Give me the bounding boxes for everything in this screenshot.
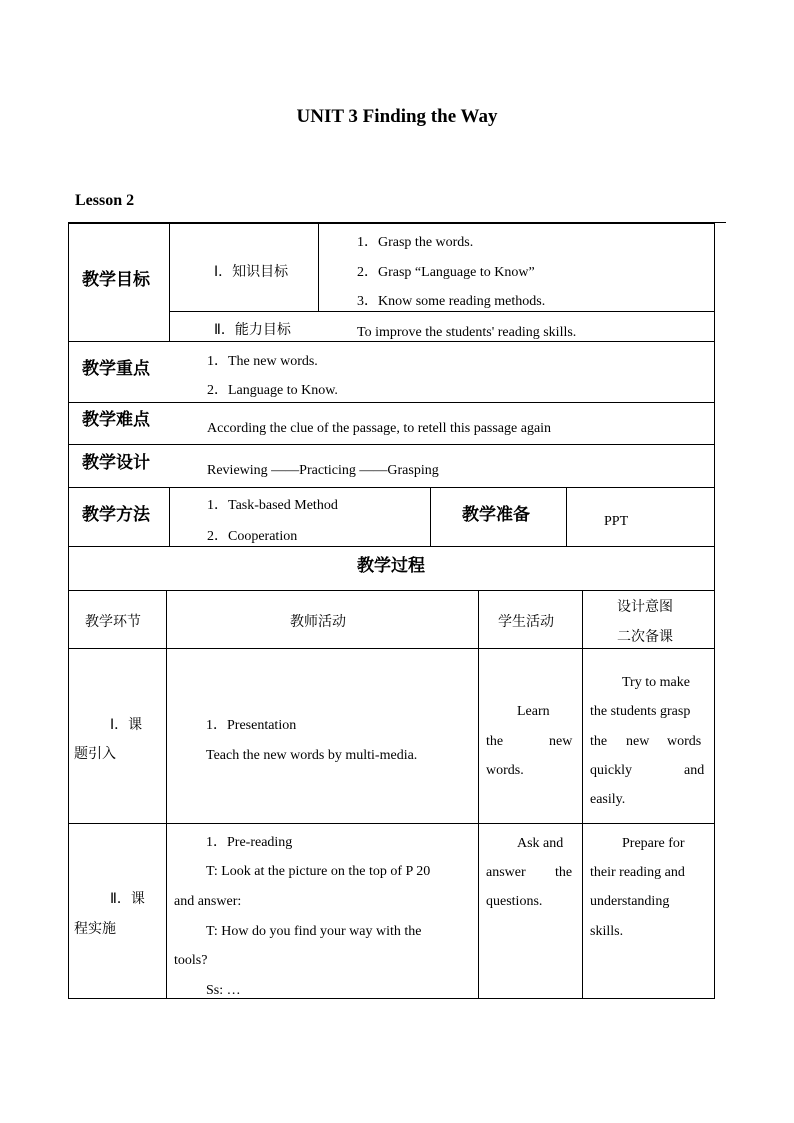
ability-objective-text: To improve the students' reading skills. <box>357 325 577 340</box>
row1-intent-word: the <box>590 734 608 749</box>
knowledge-item: 2．Grasp “Language to Know” <box>357 265 535 280</box>
ability-objective-label: Ⅱ．能力目标 <box>214 322 291 338</box>
objectives-label: 教学目标 <box>82 270 150 290</box>
row1-intent-word: words <box>667 734 702 749</box>
header-stage: 教学环节 <box>85 614 141 630</box>
row1-intent-word: and <box>684 763 705 778</box>
process-title: 教学过程 <box>357 556 425 576</box>
row1-stage-line2: 题引入 <box>74 746 116 762</box>
design-text: Reviewing ——Practicing ——Grasping <box>207 463 439 478</box>
row1-stage-line1: Ⅰ．课 <box>110 717 143 733</box>
knowledge-objective-label: Ⅰ．知识目标 <box>214 264 289 280</box>
row2-student-word: answer <box>486 865 526 880</box>
key-point-item: 2．Language to Know. <box>207 383 338 398</box>
row2-student-word: the <box>555 865 573 880</box>
row2-stage-line1: Ⅱ．课 <box>110 891 145 907</box>
row1-teacher-line: Teach the new words by multi-media. <box>206 748 418 763</box>
methods-label: 教学方法 <box>82 505 150 525</box>
row2-teacher-line: 1．Pre-reading <box>206 835 293 850</box>
row2-teacher-line: tools? <box>174 953 208 968</box>
row2-teacher-line: T: Look at the picture on the top of P 20 <box>206 864 431 879</box>
knowledge-item: 3．Know some reading methods. <box>357 294 546 309</box>
lesson-label: Lesson 2 <box>75 192 135 209</box>
row1-student-word: words. <box>486 763 524 778</box>
key-point-item: 1．The new words. <box>207 354 318 369</box>
row1-student-word: Learn <box>517 704 550 719</box>
method-item: 2．Cooperation <box>207 529 298 544</box>
row1-student-word: new <box>549 734 573 749</box>
row2-intent-line: skills. <box>590 924 624 939</box>
header-teacher: 教师活动 <box>290 614 346 630</box>
preparation-value: PPT <box>604 514 629 529</box>
difficulty-text: According the clue of the passage, to retell this passage again <box>207 421 552 436</box>
header-student: 学生活动 <box>498 614 554 630</box>
row1-intent-word: quickly <box>590 763 632 778</box>
row2-teacher-line: Ss: … <box>206 983 241 998</box>
row1-intent-word: new <box>626 734 650 749</box>
row1-intent-line: Try to make <box>622 675 690 690</box>
header-intent: 设计意图 <box>617 599 673 615</box>
row2-intent-line: understanding <box>590 894 670 909</box>
method-item: 1．Task-based Method <box>207 498 338 513</box>
row1-intent-word: easily. <box>590 792 626 807</box>
difficulty-label: 教学难点 <box>82 410 150 430</box>
row2-student-line: Ask and <box>517 836 564 851</box>
design-label: 教学设计 <box>82 453 150 473</box>
row2-intent-line: Prepare for <box>622 836 685 851</box>
row1-intent-line: the students grasp <box>590 704 691 719</box>
preparation-label: 教学准备 <box>462 505 530 525</box>
row2-intent-line: their reading and <box>590 865 685 880</box>
document-title: UNIT 3 Finding the Way <box>296 106 498 127</box>
row2-student-word: questions. <box>486 894 543 909</box>
knowledge-item: 1．Grasp the words. <box>357 235 474 250</box>
row1-student-word: the <box>486 734 504 749</box>
row2-teacher-line: T: How do you find your way with the <box>206 924 422 939</box>
row1-teacher-line: 1．Presentation <box>206 718 297 733</box>
header-second-prep: 二次备课 <box>617 629 673 645</box>
key-points-label: 教学重点 <box>82 359 150 379</box>
row2-stage-line2: 程实施 <box>74 921 116 937</box>
row2-teacher-line: and answer: <box>174 894 242 909</box>
